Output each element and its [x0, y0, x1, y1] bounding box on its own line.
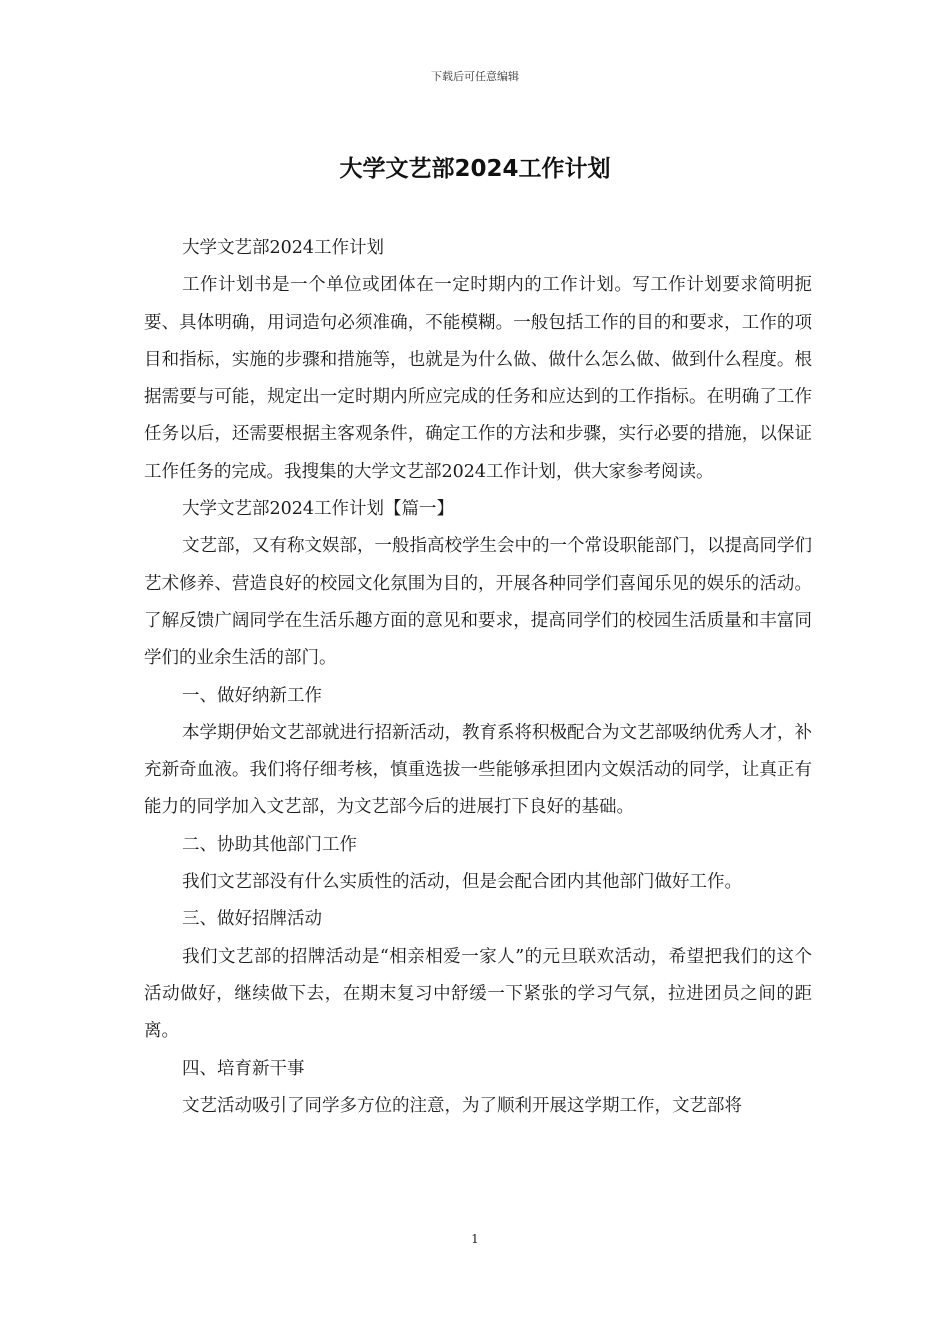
intro-paragraph: 工作计划书是一个单位或团体在一定时期内的工作计划。写工作计划要求简明扼要、具体明确，用词造句必须准确，不能模糊。一般包括工作的目的和要求，工作的项目和指标，实施的步骤和措施等，也就是为什么做、做什么怎么做、做到什么程度。根据需要与可能，规定出一定时期内所应完成的任务和应达到的工作指标。在明确了工作任务以后，还需要根据主客观条件，确定工作的方法和步骤，实行必要的措施，以保证工作任务的完成。我搜集的大学文艺部2024工作计划，供大家参考阅读。: [144, 275, 812, 482]
page-header-note: 下载后可任意编辑: [431, 70, 519, 83]
recruitment-paragraph: 本学期伊始文艺部就进行招新活动，教育系将积极配合为文艺部吸纳优秀人才，补充新奇血液。我们将仔细考核，慎重选拔一些能够承担团内文娱活动的同学，让真正有能力的同学加入文艺部，为文艺部今后的进展打下良好的基础。: [144, 722, 812, 818]
item-heading-assist-departments: 二、协助其他部门工作: [182, 834, 357, 855]
document-title: 大学文艺部2024工作计划: [339, 156, 611, 182]
item-heading-signature-activity: 三、做好招牌活动: [182, 909, 322, 930]
department-description-paragraph: 文艺部，又有称文娱部，一般指高校学生会中的一个常设职能部门，以提高同学们艺术修养、营造良好的校园文化氛围为目的，开展各种同学们喜闻乐见的娱乐的活动。了解反馈广阔同学在生活乐趣方面的意见和要求，提高同学们的校园生活质量和丰富同学们的业余生活的部门。: [144, 536, 812, 669]
page-number: 1: [471, 1232, 479, 1246]
item-heading-recruitment: 一、做好纳新工作: [182, 685, 322, 706]
subtitle-paragraph: 大学文艺部2024工作计划: [182, 238, 385, 258]
assist-departments-paragraph: 我们文艺部没有什么实质性的活动，但是会配合团内其他部门做好工作。: [182, 872, 742, 893]
item-heading-train-staff: 四、培育新干事: [182, 1058, 305, 1079]
signature-activity-paragraph: 我们文艺部的招牌活动是“相亲相爱一家人”的元旦联欢活动，希望把我们的这个活动做好，继续做下去，在期末复习中舒缓一下紧张的学习气氛，拉进团员之间的距离。: [144, 946, 812, 1042]
section-heading-part-one: 大学文艺部2024工作计划【篇一】: [182, 499, 455, 520]
train-staff-paragraph: 文艺活动吸引了同学多方位的注意，为了顺利开展这学期工作，文艺部将: [182, 1095, 742, 1116]
document-body: [144, 230, 812, 1125]
